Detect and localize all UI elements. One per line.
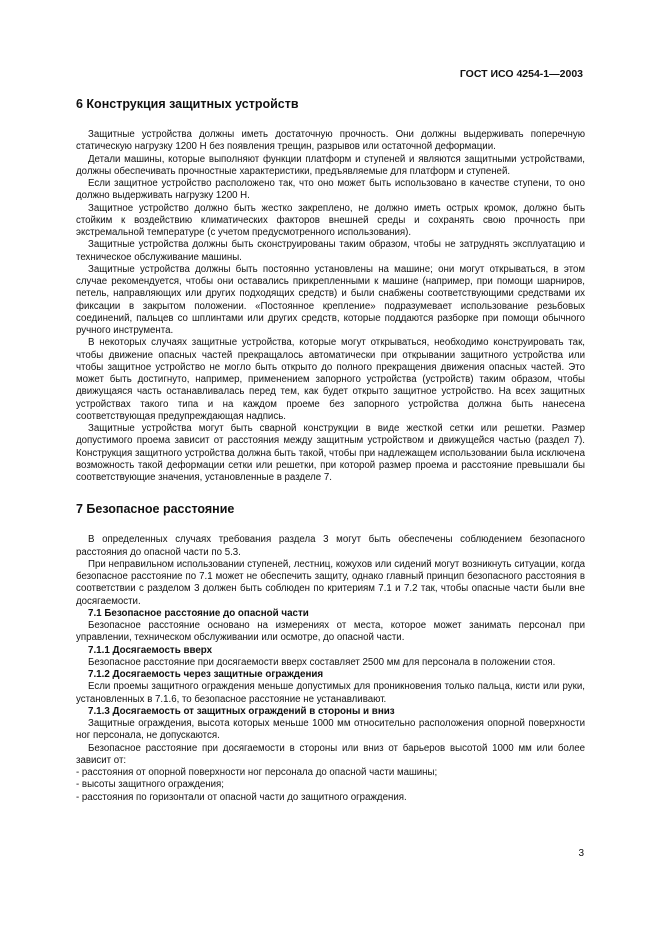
paragraph: Защитные устройства должны быть сконструированы таким образом, чтобы не затруднять эксплуатацию и техническое обслуживание машины.	[76, 239, 585, 263]
document-id: ГОСТ ИСО 4254-1—2003	[459, 68, 583, 80]
paragraph: Защитные устройства могут быть сварной конструкции в виде жесткой сетки или решетки. Размер допустимого проема зависит от расстояния между защитным устройством и движущейся частью (раздел 7). Конструкция защитного устройства должна быть такой, чтобы при надлежащем использовании была исключена возможность такой деформации сетки или решетки, при которой размер проема и расстояние превышали бы соответствующие значения, установленные в разделе 7.	[76, 423, 585, 483]
subsection-7-1-heading: 7.1 Безопасное расстояние до опасной части	[88, 607, 309, 619]
paragraph: При неправильном использовании ступеней, лестниц, кожухов или сидений могут возникнуть ситуации, когда безопасное расстояние по 7.1 может не обеспечить защиту, однако главный принцип безопасного расстояния в соответствии с разделом 3 должен быть соблюден по критериям 7.1 и 7.2 так, чтобы опасные части были вне досягаемости.	[76, 558, 585, 607]
subsection-7-1-3-heading: 7.1.3 Досягаемость от защитных ограждений в стороны и вниз	[88, 705, 395, 717]
list-item: - расстояния от опорной поверхности ног персонала до опасной части машины;	[76, 767, 438, 778]
list-item: - высоты защитного ограждения;	[76, 779, 224, 791]
paragraph: Безопасное расстояние при досягаемости вверх составляет 2500 мм для персонала в положении стоя.	[88, 656, 556, 668]
paragraph: Защитные ограждения, высота которых меньше 1000 мм относительно расположения опорной поверхности ног персонала, не допускаются.	[76, 718, 585, 742]
paragraph: Защитное устройство должно быть жестко закреплено, не должно иметь острых кромок, должно быть стойким к воздействию климатических факторов внешней среды и сохранять свою прочность при экстремальной температуре (с учетом предусмотренного использования).	[76, 202, 585, 238]
paragraph: В определенных случаях требования раздела 3 могут быть обеспечены соблюдением безопасного расстояния до опасной части по 5.3.	[76, 534, 585, 558]
paragraph: Безопасное расстояние основано на измерениях от места, которое может занимать персонал при управлении, техническом обслуживании или осмотре, до опасной части.	[76, 620, 585, 644]
paragraph: Защитные устройства должны иметь достаточную прочность. Они должны выдерживать поперечную статическую нагрузку 1200 Н без появления трещин, разрывов или остаточной деформации.	[76, 129, 585, 153]
paragraph: Детали машины, которые выполняют функции платформ и ступеней и являются защитными устройствами, должны обеспечивать прочностные характеристики, предъявляемые для платформ и ступеней.	[76, 153, 585, 177]
subsection-7-1-2-heading: 7.1.2 Досягаемость через защитные ограждения	[88, 669, 324, 680]
paragraph: Безопасное расстояние при досягаемости в стороны или вниз от барьеров высотой 1000 мм или более зависит от:	[76, 742, 585, 766]
page-content	[76, 96, 585, 804]
paragraph: Защитные устройства должны быть постоянно установлены на машине; они могут открываться, в этом случае рекомендуется, чтобы они оставались прикрепленными к машине (например, при помощи шарниров, петель, направляющих или других подходящих средств) и были снабжены соответствующими средствами их фиксации в закрытом положении. «Постоянное крепление» подразумевает использование резьбовых соединений, пальцев со шплинтами или других средств, которые поддаются разборке при помощи обычного ручного инструмента.	[76, 263, 585, 336]
paragraph: Если проемы защитного ограждения меньше допустимых для проникновения только пальца, кисти или руки, установленных в 7.1.6, то безопасное расстояние не устанавливают.	[76, 681, 585, 705]
page-number: 3	[578, 848, 584, 859]
paragraph: В некоторых случаях защитные устройства, которые могут открываться, необходимо конструировать так, чтобы движение опасных частей прекращалось автоматически при открывании защитного устройства или чтобы защитное устройство не могло быть открыто до полного прекращения движения опасных частей. Это может быть достигнуто, например, применением запорного устройства (устройств) таким образом, чтобы движущаяся часть останавливалась перед тем, как будет открыто защитное устройство. На всех защитных устройствах такого типа и на каждом проеме без запорного устройства должна быть нанесена соответствующая предупреждающая надпись.	[76, 337, 585, 422]
subsection-7-1-1-heading: 7.1.1 Досягаемость вверх	[88, 644, 213, 656]
section-6-heading: 6 Конструкция защитных устройств	[76, 97, 299, 111]
section-7-heading: 7 Безопасное расстояние	[76, 502, 235, 517]
list-item: - расстояния по горизонтали от опасной части до защитного ограждения.	[76, 791, 407, 803]
paragraph: Если защитное устройство расположено так, что оно может быть использовано в качестве ступени, то оно должно выдерживать нагрузку 1200 Н.	[76, 178, 585, 202]
